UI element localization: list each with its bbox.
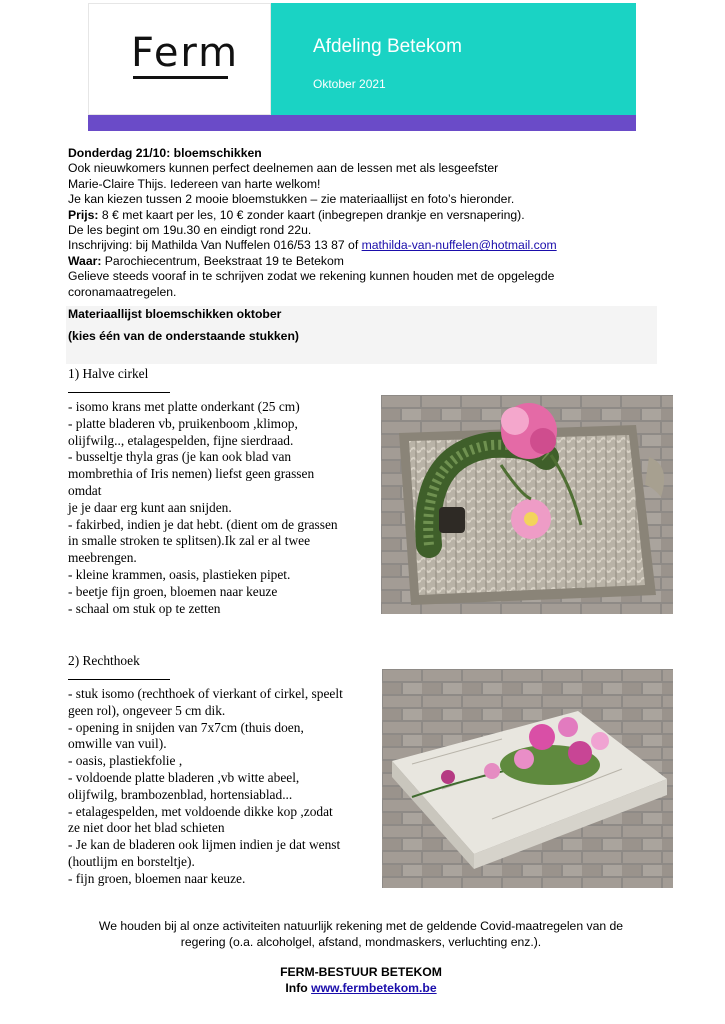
list-item: omwille van vuil). <box>68 736 167 752</box>
section1-rule <box>68 392 170 393</box>
price-text: 8 € met kaart per les, 10 € zonder kaart (inbegrepen drankje en versnapering). <box>98 207 525 222</box>
list-item: olijfwilg, brambozenblad, hortensiablad... <box>68 786 293 802</box>
note-line: coronamaatregelen. <box>68 284 177 299</box>
signup-row <box>68 238 658 253</box>
rechthoek-photo <box>382 669 673 888</box>
list-item: meebrengen. <box>68 550 137 566</box>
website-link[interactable]: www.fermbetekom.be <box>311 980 437 995</box>
list-item: omdat <box>68 482 102 498</box>
newsletter-header <box>88 3 636 131</box>
list-item: je je daar erg kunt aan snijden. <box>68 499 232 515</box>
where-row <box>68 254 658 269</box>
board-info <box>60 965 662 996</box>
materials-subtitle: (kies één van de onderstaande stukken) <box>66 324 657 364</box>
covid-notice <box>60 919 662 950</box>
list-item: - busseltje thyla gras (je kan ook blad van <box>68 449 292 465</box>
list-item: - opening in snijden van 7x7cm (thuis doen, <box>68 719 304 735</box>
price-label: Prijs: <box>68 207 99 222</box>
intro-line: Marie-Claire Thijs. Iedereen van harte welkom! <box>68 176 321 191</box>
list-item: - Je kan de bladeren ook lijmen indien je dat wenst <box>68 837 341 853</box>
time-text: De les begint om 19u.30 en eindigt rond 22u. <box>68 223 312 238</box>
list-item: - fakirbed, indien je dat hebt. (dient om de grassen <box>68 516 338 532</box>
list-item: - kleine krammen, oasis, plastieken pipet. <box>68 566 291 582</box>
ferm-logo: Ferm <box>131 30 240 76</box>
list-item: - stuk isomo (rechthoek of vierkant of cirkel, speelt <box>68 686 343 701</box>
section2-title: 2) Rechthoek <box>68 653 140 668</box>
signup-text: Inschrijving: bij Mathilda Van Nuffelen 016/53 13 87 of <box>68 238 362 253</box>
section2-rule <box>68 679 170 680</box>
header-stripe <box>88 115 636 131</box>
halve-cirkel-photo <box>381 395 673 614</box>
header-banner <box>271 3 636 115</box>
note-line: Gelieve steeds vooraf in te schrijven zodat we rekening kunnen houden met de opgelegde <box>68 269 555 284</box>
covid-line: We houden bij al onze activiteiten natuurlijk rekening met de geldende Covid-maatregelen van de <box>98 919 624 933</box>
board-name: FERM-BESTUUR BETEKOM <box>280 965 442 979</box>
list-item: - voldoende platte bladeren ,vb witte abeel, <box>68 769 300 785</box>
section1-title: 1) Halve cirkel <box>68 366 149 381</box>
header-date: Oktober 2021 <box>313 77 386 91</box>
list-item: geen rol), ongeveer 5 cm dik. <box>68 702 226 718</box>
materials-title: Materiaallijst bloemschikken oktober <box>66 306 657 324</box>
list-item: - schaal om stuk op te zetten <box>68 600 221 616</box>
info-row <box>60 981 662 997</box>
logo-underline <box>133 76 228 79</box>
list-item: olijfwilg.., etalagespelden, fijne sierdraad. <box>68 432 294 448</box>
header-title: Afdeling Betekom <box>313 36 462 57</box>
list-item: - isomo krans met platte onderkant (25 cm) <box>68 399 300 414</box>
list-item: ze niet door het blad schieten <box>68 820 225 836</box>
list-item: mombrethia of Iris nemen) liefst geen grassen <box>68 466 315 482</box>
covid-line: regering (o.a. alcoholgel, afstand, mondmaskers, verluchting enz.). <box>180 934 542 949</box>
list-item: - etalagespelden, met voldoende dikke kop ,zodat <box>68 803 333 819</box>
section2-list <box>68 686 373 888</box>
section1-list <box>68 399 373 617</box>
list-item: (houtlijm en borsteltje). <box>68 853 195 869</box>
intro-line: Ook nieuwkomers kunnen perfect deelnemen aan de lessen met als lesgeefster <box>68 161 499 176</box>
where-label: Waar: <box>68 253 102 268</box>
intro-line: Je kan kiezen tussen 2 mooie bloemstukken – zie materiaallijst en foto’s hieronder. <box>68 192 515 207</box>
intro-block <box>68 146 658 300</box>
intro-heading: Donderdag 21/10: bloemschikken <box>68 146 262 160</box>
signup-email-link[interactable]: mathilda-van-nuffelen@hotmail.com <box>361 238 557 253</box>
where-text: Parochiecentrum, Beekstraat 19 te Betekom <box>101 253 344 268</box>
logo-box <box>88 3 271 115</box>
list-item: - beetje fijn groen, bloemen naar keuze <box>68 583 278 599</box>
list-item: - platte bladeren vb, pruikenboom ,klimop, <box>68 415 298 431</box>
list-item: in smalle stroken te splitsen).Ik zal er al twee <box>68 533 311 549</box>
info-label: Info <box>285 980 312 995</box>
list-item: - oasis, plastiekfolie , <box>68 753 183 769</box>
price-row <box>68 208 658 223</box>
list-item: - fijn groen, bloemen naar keuze. <box>68 870 246 886</box>
